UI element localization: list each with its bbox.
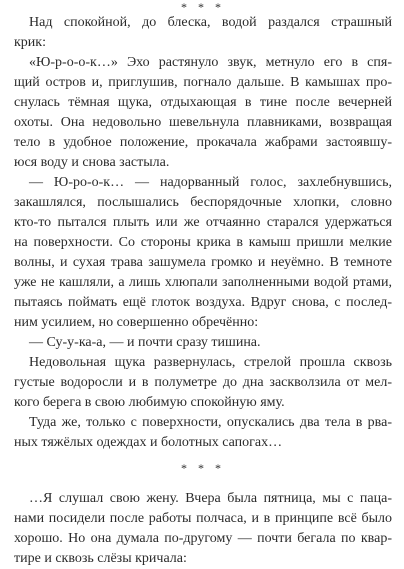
text-line: на поверхности. Со стороны крика в камыш пришли мелкие — [14, 235, 392, 250]
text-line: Недовольная щука развернулась, стрелой прошла сквозь — [29, 355, 392, 370]
text-line: Туда же, только с поверхности, опускались два тела в рва- — [29, 415, 392, 430]
text-line: хорошо. Но она думала по-другому — почти бегала по квар- — [14, 531, 392, 546]
text-line: «Ю-р-о-о-к…» Эхо растянуло звук, метнуло его в спя- — [29, 55, 392, 70]
text-line: …Я слушал свою жену. Вчера была пятница, мы с паца- — [29, 491, 392, 506]
section-separator-middle: * * * — [181, 461, 225, 475]
text-line: снулась тёмная щука, отдыхающая в тине после вечерней — [14, 95, 392, 110]
text-line: нами посидели после работы полчаса, и в принципе всё было — [14, 511, 392, 526]
text-line: — Ю-ро-о-к… — надорванный голос, захлебнувшись, — [29, 175, 392, 190]
text-line: густые водоросли и в полуметре до дна заскволзила от мел- — [14, 375, 392, 390]
text-line: уже не кашляли, а лишь хлюпали заполненными водой ртами, — [14, 275, 392, 290]
text-line: кого берега в свою любимую спокойную яму. — [14, 395, 285, 410]
text-line: охоты. Она недовольно шевельнула плавниками, возвращая — [14, 115, 392, 130]
text-line: щий остров и, приглушив, погнало дальше. В камышах про- — [14, 75, 392, 90]
text-line: закашлялся, послышались беспорядочные хлопки, словно — [14, 195, 392, 210]
text-line: тело в удобное положение, прокачала жабрами застоявшу- — [14, 135, 392, 150]
text-line: ных тяжёлых одеждах и болотных сапогах… — [14, 435, 283, 450]
text-line: кто-то пытался плыть или же отчаянно старался удержаться — [14, 215, 392, 230]
text-line: юся воду и снова застыла. — [14, 155, 170, 170]
text-line: пытаясь поймать ещё глоток воздуха. Вдруг снова, с послед- — [14, 295, 392, 310]
text-line: — Су-у-ка-а, — и почти сразу тишина. — [29, 335, 261, 350]
text-line: тире и сквозь слёзы кричала: — [14, 551, 187, 566]
text-line: ним усилием, но совершенно обречённо: — [14, 315, 259, 330]
text-line: крик: — [14, 35, 46, 50]
section-separator-top: * * * — [181, 0, 225, 14]
text-line: волны, и сухая трава зашумела громко и неуёмно. В темноте — [14, 255, 392, 270]
text-line: Над спокойной, до блеска, водой раздался страшный — [29, 15, 392, 30]
